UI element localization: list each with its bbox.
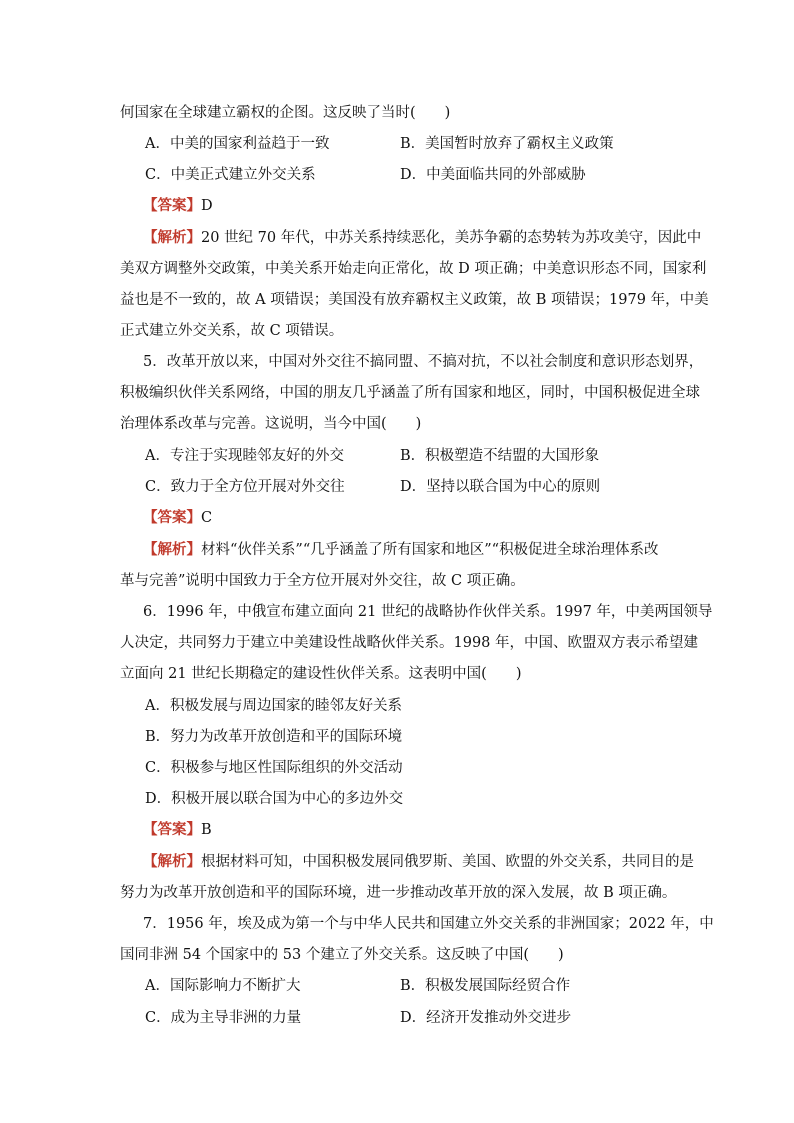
question-4-option-d[interactable]: D．中美面临共同的外部威胁 [400, 167, 586, 183]
question-7-option-b[interactable]: B．积极发展国际经贸合作 [400, 978, 571, 994]
question-5-analysis-line-2: 革与完善”说明中国致力于全方位开展对外交往，故 C 项正确。 [120, 573, 525, 589]
question-5-analysis-line-1: 【解析】材料“伙伴关系”“几乎涵盖了所有国家和地区”“积极促进全球治理体系改 [143, 541, 659, 558]
question-4-stem-tail: 何国家在全球建立霸权的企图。这反映了当时( ) [120, 105, 451, 121]
question-6-analysis-line-2: 努力为改革开放创造和平的国际环境，进一步推动改革开放的深入发展，故 B 项正确。 [120, 885, 677, 901]
question-6-option-c[interactable]: C．积极参与地区性国际组织的外交活动 [145, 760, 403, 776]
analysis-tag: 【解析】 [143, 541, 201, 558]
question-5-stem-line-1: 5．改革开放以来，中国对外交往不搞同盟、不搞对抗，不以社会制度和意识形态划界， [143, 354, 704, 370]
answer-value: D [201, 198, 213, 214]
answer-value: B [201, 822, 212, 838]
question-4-analysis-line-3: 益也是不一致的，故 A 项错误；美国没有放弃霸权主义政策，故 B 项错误；1979 年，中美 [120, 292, 709, 308]
analysis-tag: 【解析】 [143, 853, 201, 870]
question-4-option-c[interactable]: C．中美正式建立外交关系 [145, 167, 316, 183]
answer-value: C [201, 510, 213, 526]
question-5-stem-line-2: 积极编织伙伴关系网络，中国的朋友几乎涵盖了所有国家和地区，同时，中国积极促进全球 [120, 385, 700, 401]
question-5-stem-line-3: 治理体系改革与完善。这说明，当今中国( ) [120, 416, 422, 432]
question-5-option-c[interactable]: C．致力于全方位开展对外交往 [145, 479, 345, 495]
question-6-analysis-line-1: 【解析】根据材料可知，中国积极发展同俄罗斯、美国、欧盟的外交关系，共同目的是 [143, 853, 694, 870]
question-6-stem-line-1: 6．1996 年，中俄宣布建立面向 21 世纪的战略协作伙伴关系。1997 年，中美两国领导 [143, 604, 713, 620]
question-4-analysis-line-1: 【解析】20 世纪 70 年代，中苏关系持续恶化，美苏争霸的态势转为苏攻美守，因此中 [143, 229, 702, 246]
answer-tag: 【答案】 [143, 509, 201, 526]
answer-tag: 【答案】 [143, 197, 201, 214]
question-4-analysis-line-4: 正式建立外交关系，故 C 项错误。 [120, 323, 344, 339]
question-6-stem-line-2: 人决定，共同努力于建立中美建设性战略伙伴关系。1998 年，中国、欧盟双方表示希望建 [120, 635, 699, 651]
question-5-answer [143, 508, 212, 528]
question-5-option-d[interactable]: D．坚持以联合国为中心的原则 [400, 479, 601, 495]
question-5-option-b[interactable]: B．积极塑造不结盟的大国形象 [400, 448, 600, 464]
question-7-stem-line-1: 7．1956 年，埃及成为第一个与中华人民共和国建立外交关系的非洲国家；2022 年，中 [143, 916, 714, 932]
question-4-answer [143, 196, 213, 216]
question-5-option-a[interactable]: A．专注于实现睦邻友好的外交 [145, 448, 344, 464]
question-6-option-d[interactable]: D．积极开展以联合国为中心的多边外交 [145, 791, 404, 807]
question-6-option-b[interactable]: B．努力为改革开放创造和平的国际环境 [145, 729, 403, 745]
answer-tag: 【答案】 [143, 821, 201, 838]
question-6-answer [143, 820, 212, 840]
question-4-option-a[interactable]: A．中美的国家利益趋于一致 [145, 136, 330, 152]
question-4-option-b[interactable]: B．美国暂时放弃了霸权主义政策 [400, 136, 614, 152]
question-7-option-d[interactable]: D．经济开发推动外交进步 [400, 1010, 572, 1026]
question-7-stem-line-2: 国同非洲 54 个国家中的 53 个建立了外交关系。这反映了中国( ) [120, 947, 564, 963]
question-7-option-c[interactable]: C．成为主导非洲的力量 [145, 1010, 302, 1026]
question-4-analysis-line-2: 美双方调整外交政策，中美关系开始走向正常化，故 D 项正确；中美意识形态不同，国家利 [120, 261, 707, 277]
question-7-option-a[interactable]: A．国际影响力不断扩大 [145, 978, 301, 994]
question-6-stem-line-3: 立面向 21 世纪长期稳定的建设性伙伴关系。这表明中国( ) [120, 666, 522, 682]
analysis-tag: 【解析】 [143, 229, 201, 246]
question-6-option-a[interactable]: A．积极发展与周边国家的睦邻友好关系 [145, 698, 402, 714]
